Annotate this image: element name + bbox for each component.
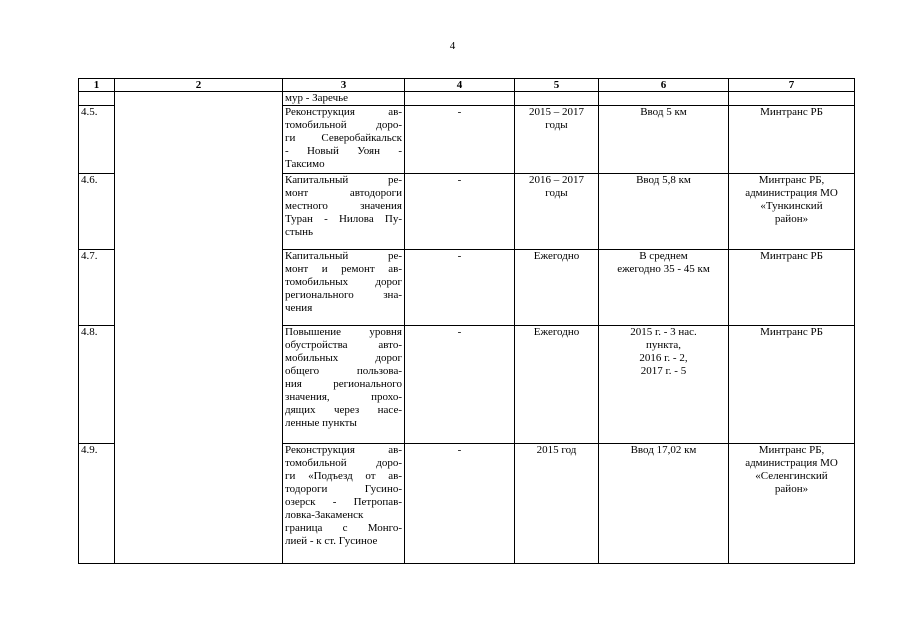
desc-line: Реконструкция ав- bbox=[285, 444, 402, 456]
col4-value: - bbox=[457, 174, 462, 186]
result-line: 2015 г. - 3 нас. bbox=[630, 326, 697, 338]
cell-result bbox=[599, 250, 729, 326]
header-col-7: 7 bbox=[729, 79, 855, 92]
cell-executor bbox=[729, 444, 855, 564]
desc-line: Капитальный ре- bbox=[285, 250, 402, 262]
header-col-4: 4 bbox=[405, 79, 515, 92]
exec-line: Минтранс РБ, bbox=[758, 444, 825, 456]
result-line: В среднем bbox=[639, 250, 688, 262]
period-line: 2016 – 2017 bbox=[529, 174, 584, 186]
continuation-row bbox=[79, 92, 855, 106]
cell-description bbox=[283, 444, 405, 564]
cell-num bbox=[79, 250, 115, 326]
cell-num bbox=[79, 174, 115, 250]
desc-line: лией - к ст. Гусиное bbox=[285, 535, 378, 547]
desc-line: озерск - Петропав- bbox=[285, 496, 402, 508]
desc-line: дящих через насе- bbox=[285, 404, 402, 416]
desc-line: монт и ремонт ав- bbox=[285, 263, 402, 275]
col4-value: - bbox=[457, 106, 462, 118]
col4-value: - bbox=[457, 250, 462, 262]
header-row bbox=[79, 79, 855, 92]
exec-line: «Тункинский bbox=[760, 200, 823, 212]
cell-description bbox=[283, 174, 405, 250]
row-number: 4.7. bbox=[81, 250, 98, 262]
desc-line: обустройства авто- bbox=[285, 339, 402, 351]
desc-line: Таксимо bbox=[285, 158, 325, 170]
desc-line: граница с Монго- bbox=[285, 522, 402, 534]
cell-period bbox=[515, 326, 599, 444]
result-line: Ввод 5 км bbox=[640, 106, 687, 118]
cell-col4 bbox=[405, 174, 515, 250]
col4-value: - bbox=[457, 326, 462, 338]
program-table bbox=[78, 78, 855, 564]
desc-line: ги «Подъезд от ав- bbox=[285, 470, 402, 482]
cell-description: мур - Заречье bbox=[283, 92, 405, 106]
cell-result bbox=[599, 106, 729, 174]
period-line: годы bbox=[545, 119, 568, 131]
result-line: ежегодно 35 - 45 км bbox=[617, 263, 710, 275]
cell-executor bbox=[729, 106, 855, 174]
desc-line: томобильной доро- bbox=[285, 457, 402, 469]
cell-period bbox=[515, 250, 599, 326]
exec-line: район» bbox=[774, 213, 809, 225]
desc-line: монт автодороги bbox=[285, 187, 402, 199]
cell-num bbox=[79, 106, 115, 174]
cell-executor bbox=[729, 250, 855, 326]
desc-line: мобильных дорог bbox=[285, 352, 402, 364]
period-line: годы bbox=[545, 187, 568, 199]
exec-line: Минтранс РБ, bbox=[758, 174, 825, 186]
desc-line: томобильной доро- bbox=[285, 119, 402, 131]
exec-line: «Селенгинский bbox=[755, 470, 828, 482]
cell-num bbox=[79, 444, 115, 564]
exec-line: Минтранс РБ bbox=[760, 326, 823, 338]
period-line: Ежегодно bbox=[533, 326, 580, 338]
row-number: 4.8. bbox=[81, 326, 98, 338]
desc-line: стынь bbox=[285, 226, 313, 238]
cell-executor bbox=[729, 326, 855, 444]
exec-line: Минтранс РБ bbox=[760, 250, 823, 262]
cell-result bbox=[599, 326, 729, 444]
cell-num bbox=[79, 92, 115, 106]
cell-col4 bbox=[405, 250, 515, 326]
cell-period bbox=[515, 174, 599, 250]
desc-line: Туран - Нилова Пу- bbox=[285, 213, 402, 225]
desc-line: регионального зна- bbox=[285, 289, 402, 301]
exec-line: администрация МО bbox=[745, 187, 838, 199]
cell-col4 bbox=[405, 444, 515, 564]
cell-col4 bbox=[405, 326, 515, 444]
desc-line: ния регионального bbox=[285, 378, 402, 390]
header-col-2: 2 bbox=[115, 79, 283, 92]
exec-line: район» bbox=[774, 483, 809, 495]
cell-col4 bbox=[405, 106, 515, 174]
cell-result bbox=[599, 174, 729, 250]
desc-line: тодороги Гусино- bbox=[285, 483, 402, 495]
row-number: 4.9. bbox=[81, 444, 98, 456]
cell-result bbox=[599, 444, 729, 564]
header-col-1: 1 bbox=[79, 79, 115, 92]
result-line: 2017 г. - 5 bbox=[640, 365, 687, 377]
exec-line: Минтранс РБ bbox=[760, 106, 823, 118]
cell-description bbox=[283, 326, 405, 444]
desc-line: общего пользова- bbox=[285, 365, 402, 377]
cell-executor bbox=[729, 174, 855, 250]
period-line: 2015 – 2017 bbox=[529, 106, 584, 118]
cell-period bbox=[515, 106, 599, 174]
result-line: пункта, bbox=[645, 339, 682, 351]
desc-line: - Новый Уоян - bbox=[285, 145, 402, 157]
desc-line: чения bbox=[285, 302, 313, 314]
result-line: Ввод 17,02 км bbox=[630, 444, 697, 456]
cell-num bbox=[79, 326, 115, 444]
desc-line: ги Северобайкальск bbox=[285, 132, 402, 144]
exec-line: администрация МО bbox=[745, 457, 838, 469]
period-line: Ежегодно bbox=[533, 250, 580, 262]
desc-line: томобильных дорог bbox=[285, 276, 402, 288]
result-line: 2016 г. - 2, bbox=[639, 352, 688, 364]
page-number: 4 bbox=[449, 40, 456, 52]
cell-col2-merged bbox=[115, 92, 283, 564]
desc-line: Повышение уровня bbox=[285, 326, 402, 338]
cell-description bbox=[283, 250, 405, 326]
desc-line: Капитальный ре- bbox=[285, 174, 402, 186]
cell-period bbox=[515, 444, 599, 564]
desc-line: местного значения bbox=[285, 200, 402, 212]
col4-value: - bbox=[457, 444, 462, 456]
cell-description bbox=[283, 106, 405, 174]
period-line: 2015 год bbox=[536, 444, 577, 456]
desc-line: Реконструкция ав- bbox=[285, 106, 402, 118]
desc-line: ленные пункты bbox=[285, 417, 357, 429]
header-col-3: 3 bbox=[283, 79, 405, 92]
header-col-5: 5 bbox=[515, 79, 599, 92]
result-line: Ввод 5,8 км bbox=[636, 174, 691, 186]
row-number: 4.6. bbox=[81, 174, 98, 186]
desc-line: ловка-Закаменск bbox=[285, 509, 364, 521]
desc-line: значения, прохо- bbox=[285, 391, 402, 403]
row-number: 4.5. bbox=[81, 106, 98, 118]
header-col-6: 6 bbox=[599, 79, 729, 92]
